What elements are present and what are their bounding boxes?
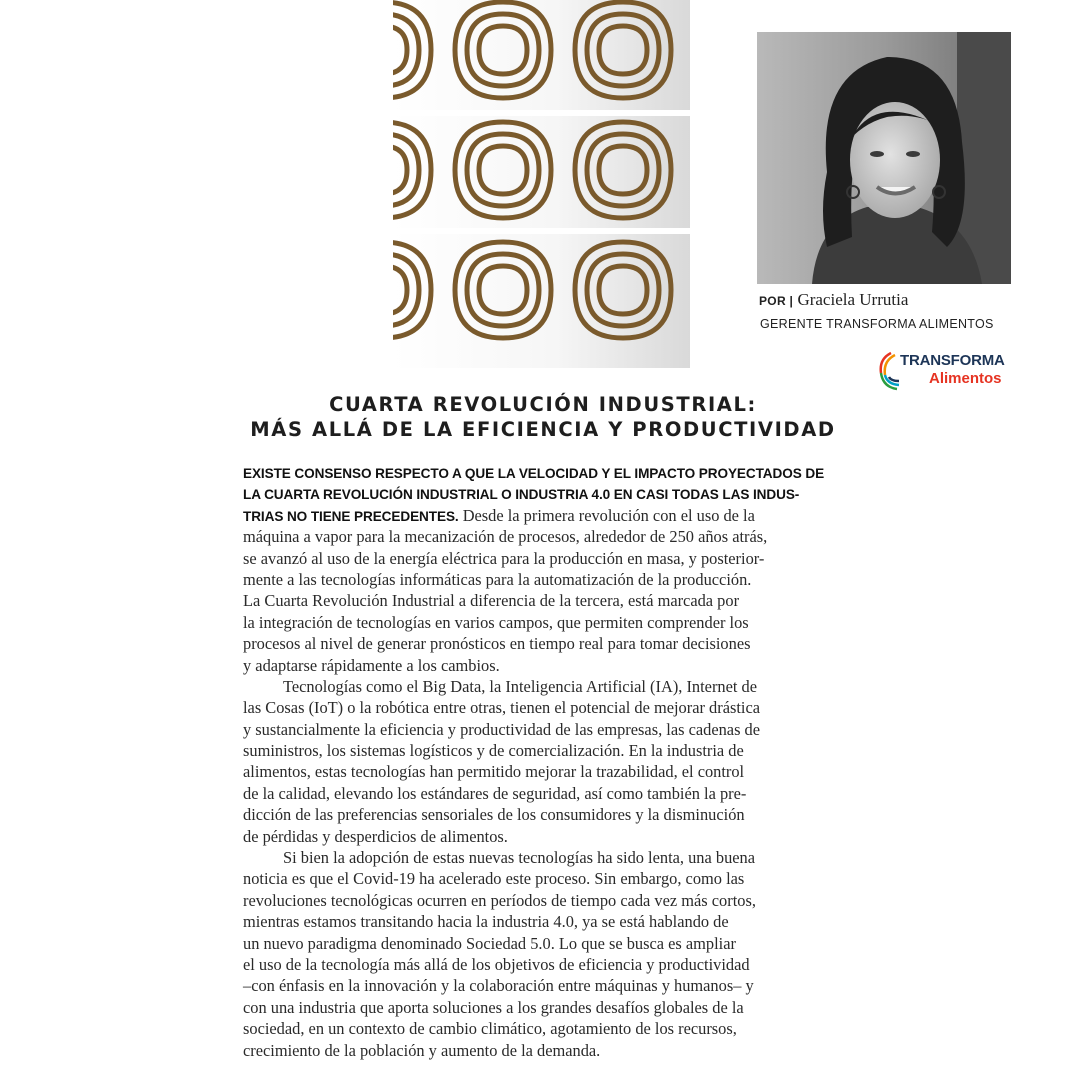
body-line: un nuevo paradigma denominado Sociedad 5.0. Lo que se busca es ampliar	[243, 933, 736, 953]
body-line: de pérdidas y desperdicios de alimentos.	[243, 826, 508, 846]
body-line: Tecnologías como el Big Data, la Inteligencia Artificial (IA), Internet de	[283, 676, 757, 696]
body-line: con una industria que aporta soluciones a los grandes desafíos globales de la	[243, 997, 744, 1017]
body-line: y adaptarse rápidamente a los cambios.	[243, 655, 500, 675]
transforma-alimentos-logo	[877, 349, 1017, 393]
body-line: suministros, los sistemas logísticos y de comercialización. En la industria de	[243, 741, 744, 761]
headline-line-2: MÁS ALLÁ DE LA EFICIENCIA Y PRODUCTIVIDAD	[250, 418, 836, 441]
pattern-row-2	[393, 122, 690, 218]
body-line: procesos al nivel de generar pronósticos en tiempo real para tomar decisiones	[243, 634, 751, 654]
body-line: alimentos, estas tecnologías han permitido mejorar la trazabilidad, el control	[243, 762, 745, 782]
lead-line: EXISTE CONSENSO RESPECTO A QUE LA VELOCIDAD Y EL IMPACTO PROYECTADOS DE	[243, 466, 825, 481]
logo-text-alimentos: Alimentos	[929, 370, 1002, 387]
body-line: La Cuarta Revolución Industrial a diferencia de la tercera, está marcada por	[243, 591, 740, 611]
body-line: crecimiento de la población y aumento de la demanda.	[243, 1040, 601, 1060]
body-line: noticia es que el Covid-19 ha acelerado este proceso. Sin embargo, como las	[243, 869, 745, 889]
author-byline	[759, 290, 1019, 310]
lead-tail-text: Desde la primera revolución con el uso de la	[458, 505, 755, 525]
lead-line: TRIAS NO TIENE PRECEDENTES.	[243, 508, 459, 524]
article-body	[243, 462, 843, 1061]
author-portrait	[757, 32, 1011, 284]
pattern-row-3	[393, 242, 690, 338]
body-line: se avanzó al uso de la energía eléctrica para la producción en masa, y posterior-	[243, 548, 765, 568]
body-line: el uso de la tecnología más allá de los objetivos de eficiencia y productividad	[243, 954, 750, 974]
arc-pattern-graphic	[393, 0, 690, 368]
byline-prefix: POR |	[759, 294, 794, 308]
lead-line: LA CUARTA REVOLUCIÓN INDUSTRIAL O INDUSTRIA 4.0 EN CASI TODAS LAS INDUS-	[243, 487, 800, 503]
body-line: sociedad, en un contexto de cambio climático, agotamiento de los recursos,	[243, 1019, 737, 1039]
author-role: GERENTE TRANSFORMA ALIMENTOS	[760, 317, 994, 331]
body-line	[243, 462, 843, 483]
body-line: mente a las tecnologías informáticas para la automatización de la producción.	[243, 569, 752, 589]
body-line: –con énfasis en la innovación y la colaboración entre máquinas y humanos– y	[243, 976, 754, 996]
decorative-pattern	[393, 0, 690, 368]
body-line	[243, 505, 843, 526]
body-line: la integración de tecnologías en varios campos, que permiten comprender los	[243, 612, 749, 632]
body-line: las Cosas (IoT) o la robótica entre otras, tienen el potencial de mejorar drástica	[243, 698, 761, 718]
headline-line-1: CUARTA REVOLUCIÓN INDUSTRIAL:	[329, 393, 757, 416]
author-name: Graciela Urrutia	[797, 290, 909, 309]
portrait-image	[757, 32, 1011, 284]
pattern-row-1	[393, 2, 690, 98]
body-line: de la calidad, elevando los estándares de seguridad, así como también la pre-	[243, 783, 747, 803]
body-line: y sustancialmente la eficiencia y productividad de las empresas, las cadenas de	[243, 719, 761, 739]
body-line	[243, 483, 843, 504]
body-line: máquina a vapor para la mecanización de procesos, alrededor de 250 años atrás,	[243, 527, 768, 547]
logo-text-transforma: TRANSFORMA	[900, 352, 1005, 369]
article-headline	[200, 392, 886, 442]
body-line: mientras estamos transitando hacia la industria 4.0, ya se está hablando de	[243, 912, 729, 932]
body-line: dicción de las preferencias sensoriales de los consumidores y la disminución	[243, 805, 745, 825]
body-line: revoluciones tecnológicas ocurren en períodos de tiempo cada vez más cortos,	[243, 890, 756, 910]
body-line: Si bien la adopción de estas nuevas tecnologías ha sido lenta, una buena	[283, 848, 756, 868]
